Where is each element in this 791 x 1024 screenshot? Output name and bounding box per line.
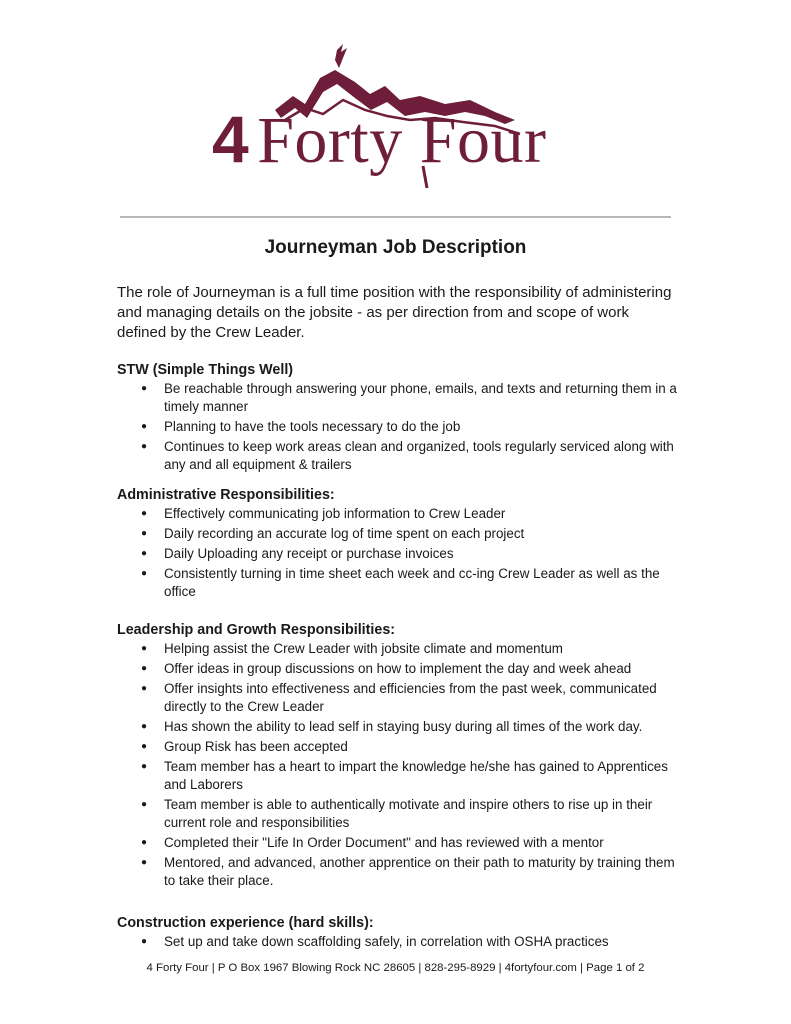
bullet-list (117, 380, 677, 474)
section-construction-experience (117, 914, 677, 953)
list-item: ● Planning to have the tools necessary to do the job (141, 419, 461, 434)
list-item: ● Team member is able to authentically motivate and inspire others to rise up in their current role and responsibilities (141, 797, 653, 830)
list-item: ● Completed their "Life In Order Document" and has reviewed with a mentor (141, 835, 604, 850)
bullet-icon: ● (141, 421, 148, 432)
list-item: ● Daily Uploading any receipt or purchase invoices (141, 546, 454, 561)
bullet-icon: ● (141, 441, 148, 452)
section-heading: STW (Simple Things Well) (117, 362, 294, 378)
document-title: Journeyman Job Description (264, 237, 527, 258)
list-item: ● Offer ideas in group discussions on how to implement the day and week ahead (141, 661, 632, 676)
section-heading: Administrative Responsibilities: (117, 487, 335, 503)
list-item: ● Set up and take down scaffolding safely, in correlation with OSHA practices (141, 934, 609, 949)
bullet-icon: ● (141, 383, 148, 394)
bullet-icon: ● (141, 799, 148, 810)
bullet-icon: ● (141, 857, 148, 868)
logo-name: Forty Four (257, 104, 547, 177)
page-footer: 4 Forty Four | P O Box 1967 Blowing Rock NC 28605 | 828-295-8929 | 4fortyfour.com | Page 1 of 2 (146, 962, 645, 974)
bullet-icon: ● (141, 837, 148, 848)
bullet-icon: ● (141, 568, 148, 579)
list-item: ● Offer insights into effectiveness and efficiencies from the past week, communicated directly to the Crew Leader (141, 681, 657, 714)
list-item: ● Has shown the ability to lead self in staying busy during all times of the work day. (141, 719, 643, 734)
bullet-icon: ● (141, 528, 148, 539)
section-stw (117, 361, 677, 476)
logo-number: 4 (212, 102, 250, 176)
list-item: ● Be reachable through answering your phone, emails, and texts and returning them in a timely manner (141, 381, 677, 414)
bullet-icon: ● (141, 683, 148, 694)
bullet-icon: ● (141, 721, 148, 732)
bullet-icon: ● (141, 741, 148, 752)
list-item: ● Effectively communicating job information to Crew Leader (141, 506, 506, 521)
section-administrative (117, 486, 677, 603)
section-heading: Leadership and Growth Responsibilities: (117, 622, 396, 638)
bullet-icon: ● (141, 643, 148, 654)
list-item: ● Continues to keep work areas clean and organized, tools regularly serviced along with any and all equipment & trailers (141, 439, 674, 472)
bullet-icon: ● (141, 761, 148, 772)
list-item: ● Consistently turning in time sheet each week and cc-ing Crew Leader as well as the office (141, 566, 660, 599)
list-item: ● Team member has a heart to impart the knowledge he/she has gained to Apprentices and Laborers (141, 759, 668, 792)
bullet-list (117, 640, 677, 890)
header-divider (120, 216, 671, 218)
intro-paragraph: The role of Journeyman is a full time position with the responsibility of administering and managing details on the jobsite - as per direction from and scope of work defined by the Crew Leader. (117, 284, 672, 341)
bullet-icon: ● (141, 663, 148, 674)
bullet-icon: ● (141, 548, 148, 559)
logo-wordmark (212, 102, 547, 177)
bullet-icon: ● (141, 936, 148, 947)
bullet-icon: ● (141, 508, 148, 519)
list-item: ● Mentored, and advanced, another apprentice on their path to maturity by training them to take their place. (141, 855, 675, 888)
bullet-list (117, 933, 677, 951)
list-item: ● Group Risk has been accepted (141, 739, 348, 754)
list-item: ● Helping assist the Crew Leader with jobsite climate and momentum (141, 641, 563, 656)
bullet-list (117, 505, 677, 601)
section-heading: Construction experience (hard skills): (117, 915, 374, 931)
section-leadership (117, 621, 677, 892)
list-item: ● Daily recording an accurate log of time spent on each project (141, 526, 525, 541)
